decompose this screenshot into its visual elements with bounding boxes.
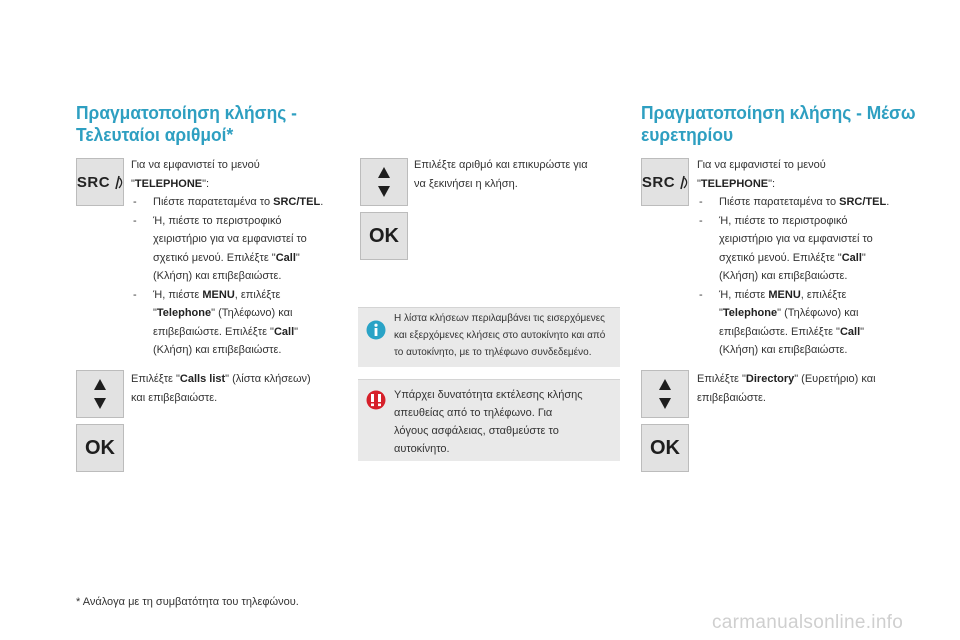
calls-list-name: Calls list bbox=[179, 373, 226, 385]
right-src-button bbox=[641, 158, 689, 206]
quote: " bbox=[697, 177, 701, 190]
step-line: (Κλήση) και επιβεβαιώστε. bbox=[719, 344, 848, 356]
left-instructions bbox=[131, 156, 346, 360]
select-text: " (Ευρετήριο) και bbox=[794, 373, 876, 385]
warning-line3: λόγους ασφάλειας, σταθμεύστε το bbox=[394, 425, 559, 437]
right-step-1 bbox=[697, 193, 912, 212]
left-arrows-button bbox=[76, 370, 124, 418]
step-end: " (Τηλέφωνο) και bbox=[211, 307, 293, 319]
left-step-3 bbox=[131, 286, 346, 360]
step-text: Ή, πιέστε bbox=[153, 288, 203, 301]
call-name: Call bbox=[839, 325, 861, 338]
left-steps bbox=[131, 193, 346, 360]
up-arrow-icon bbox=[94, 379, 106, 390]
step-line bbox=[719, 249, 912, 268]
up-arrow-icon bbox=[659, 379, 671, 390]
warning-icon bbox=[366, 390, 386, 410]
call-name: Call bbox=[273, 325, 295, 338]
footnote: * Ανάλογα με τη συμβατότητα του τηλεφώνου. bbox=[76, 596, 299, 608]
left-step-1 bbox=[131, 193, 346, 212]
step-line: - Ή, πιέστε το περιστροφικό bbox=[153, 214, 282, 227]
info-line1: Η λίστα κλήσεων περιλαμβάνει τις εισερχόμενες bbox=[394, 313, 605, 324]
quote-colon: ": bbox=[202, 177, 210, 190]
left-src-button bbox=[76, 158, 124, 206]
right-ok-button bbox=[641, 424, 689, 472]
quote-colon: ": bbox=[768, 177, 776, 190]
step-line bbox=[719, 323, 912, 342]
left-select-instruction bbox=[131, 370, 346, 407]
menu-name: MENU bbox=[202, 288, 235, 301]
info-line2: και εξερχόμενες κλήσεις στο αυτοκίνητο και από bbox=[394, 330, 606, 341]
right-arrows-button bbox=[641, 370, 689, 418]
select-line1 bbox=[131, 370, 346, 389]
step-line: (Κλήση) και επιβεβαιώστε. bbox=[153, 270, 282, 282]
step-end: . bbox=[886, 196, 890, 208]
quote: " bbox=[719, 307, 723, 319]
step-end: " (Τηλέφωνο) και bbox=[777, 307, 859, 319]
middle-instruction bbox=[414, 156, 624, 193]
step-text: Πιέστε παρατεταμένα το bbox=[153, 196, 274, 208]
left-ok-button bbox=[76, 424, 124, 472]
step-text: Πιέστε παρατεταμένα το bbox=[719, 196, 840, 208]
middle-arrows-button bbox=[360, 158, 408, 206]
step-end: " bbox=[295, 251, 300, 264]
select-text: Επιλέξτε " bbox=[131, 373, 180, 385]
warning-line2: απευθείας από το τηλέφωνο. Για bbox=[394, 407, 553, 419]
right-instructions bbox=[697, 156, 912, 360]
step-end: , επιλέξτε bbox=[234, 288, 281, 301]
step-line bbox=[719, 304, 912, 323]
down-arrow-icon bbox=[659, 398, 671, 409]
middle-instr-line2: να ξεκινήσει η κλήση. bbox=[414, 177, 518, 190]
right-select-instruction bbox=[697, 370, 912, 407]
left-heading-line1: Πραγματοποίηση κλήσης - bbox=[76, 102, 297, 123]
right-heading-line1: Πραγματοποίηση κλήσης - Μέσω bbox=[641, 102, 916, 123]
middle-ok-button bbox=[360, 212, 408, 260]
step-line: (Κλήση) και επιβεβαιώστε. bbox=[153, 344, 282, 356]
step-text: σχετικό μενού. Επιλέξτε " bbox=[719, 251, 842, 264]
step-end: , επιλέξτε bbox=[800, 288, 847, 301]
middle-instr-line1: Επιλέξτε αριθμό και επικυρώστε για bbox=[414, 159, 588, 171]
quote: " bbox=[153, 307, 157, 319]
step-end: " bbox=[860, 325, 865, 338]
step-text: επιβεβαιώστε. Επιλέξτε " bbox=[719, 325, 840, 338]
right-steps bbox=[697, 193, 912, 360]
left-intro-line2 bbox=[131, 175, 346, 194]
telephone-name: Telephone bbox=[156, 307, 212, 319]
select-line2: επιβεβαιώστε. bbox=[697, 391, 766, 404]
up-arrow-icon bbox=[378, 167, 390, 178]
up-down-arrows-icon bbox=[94, 379, 106, 409]
step-end: " bbox=[294, 325, 299, 338]
telephone-name: Telephone bbox=[722, 307, 778, 319]
step-line bbox=[153, 323, 346, 342]
left-heading-line2: Τελευταίοι αριθμοί* bbox=[76, 124, 234, 145]
warning-text bbox=[394, 386, 620, 458]
src-tel-name: SRC/TEL bbox=[839, 196, 887, 208]
src-label: SRC bbox=[641, 173, 676, 191]
right-heading bbox=[641, 102, 916, 146]
call-name: Call bbox=[841, 251, 862, 264]
step-end: " bbox=[861, 251, 866, 264]
step-text: επιβεβαιώστε. Επιλέξτε " bbox=[153, 325, 274, 338]
src-tel-name: SRC/TEL bbox=[273, 196, 321, 208]
ok-label: OK bbox=[369, 224, 399, 247]
src-tel-button-icon bbox=[678, 175, 688, 190]
step-line bbox=[153, 304, 346, 323]
info-line3: το αυτοκίνητο, με το τηλέφωνο συνδεδεμένο. bbox=[394, 347, 592, 358]
telephone-menu-name: TELEPHONE bbox=[700, 177, 769, 190]
step-line bbox=[719, 286, 912, 305]
down-arrow-icon bbox=[378, 186, 390, 197]
menu-name: MENU bbox=[768, 288, 801, 301]
step-text: Ή, πιέστε bbox=[719, 288, 769, 301]
src-label: SRC bbox=[76, 173, 111, 191]
step-line: - Ή, πιέστε το περιστροφικό bbox=[719, 214, 848, 227]
select-text: Επιλέξτε " bbox=[697, 373, 746, 385]
step-end: . bbox=[320, 196, 324, 208]
call-name: Call bbox=[275, 251, 296, 264]
step-text: σχετικό μενού. Επιλέξτε " bbox=[153, 251, 276, 264]
right-intro-line1: Για να εμφανιστεί το μενού bbox=[697, 159, 826, 171]
right-heading-line2: ευρετηρίου bbox=[641, 124, 734, 145]
select-text: " (λίστα κλήσεων) bbox=[225, 373, 311, 385]
left-intro-line1: Για να εμφανιστεί το μενού bbox=[131, 159, 260, 171]
step-line: (Κλήση) και επιβεβαιώστε. bbox=[719, 270, 848, 282]
info-icon bbox=[366, 320, 386, 340]
watermark: carmanualsonline.info bbox=[712, 612, 904, 633]
step-line: χειριστήριο για να εμφανιστεί το bbox=[153, 233, 307, 245]
ok-label: OK bbox=[85, 436, 115, 459]
up-down-arrows-icon bbox=[659, 379, 671, 409]
right-intro-line2 bbox=[697, 175, 912, 194]
select-line2: και επιβεβαιώστε. bbox=[131, 391, 218, 404]
step-line bbox=[153, 286, 346, 305]
warning-line4: αυτοκίνητο. bbox=[394, 443, 450, 455]
left-heading bbox=[76, 102, 297, 146]
telephone-menu-name: TELEPHONE bbox=[134, 177, 203, 190]
directory-name: Directory bbox=[745, 373, 795, 385]
quote: " bbox=[131, 177, 135, 190]
right-step-3 bbox=[697, 286, 912, 360]
left-step-2 bbox=[131, 212, 346, 286]
ok-label: OK bbox=[650, 436, 680, 459]
right-step-2 bbox=[697, 212, 912, 286]
info-note bbox=[358, 307, 620, 367]
warning-note bbox=[358, 379, 620, 461]
up-down-arrows-icon bbox=[378, 167, 390, 197]
down-arrow-icon bbox=[94, 398, 106, 409]
step-line: χειριστήριο για να εμφανιστεί το bbox=[719, 233, 873, 245]
step-line bbox=[153, 249, 346, 268]
src-tel-button-icon bbox=[113, 175, 123, 190]
warning-line1: Υπάρχει δυνατότητα εκτέλεσης κλήσης bbox=[394, 389, 583, 401]
select-line1 bbox=[697, 370, 912, 389]
